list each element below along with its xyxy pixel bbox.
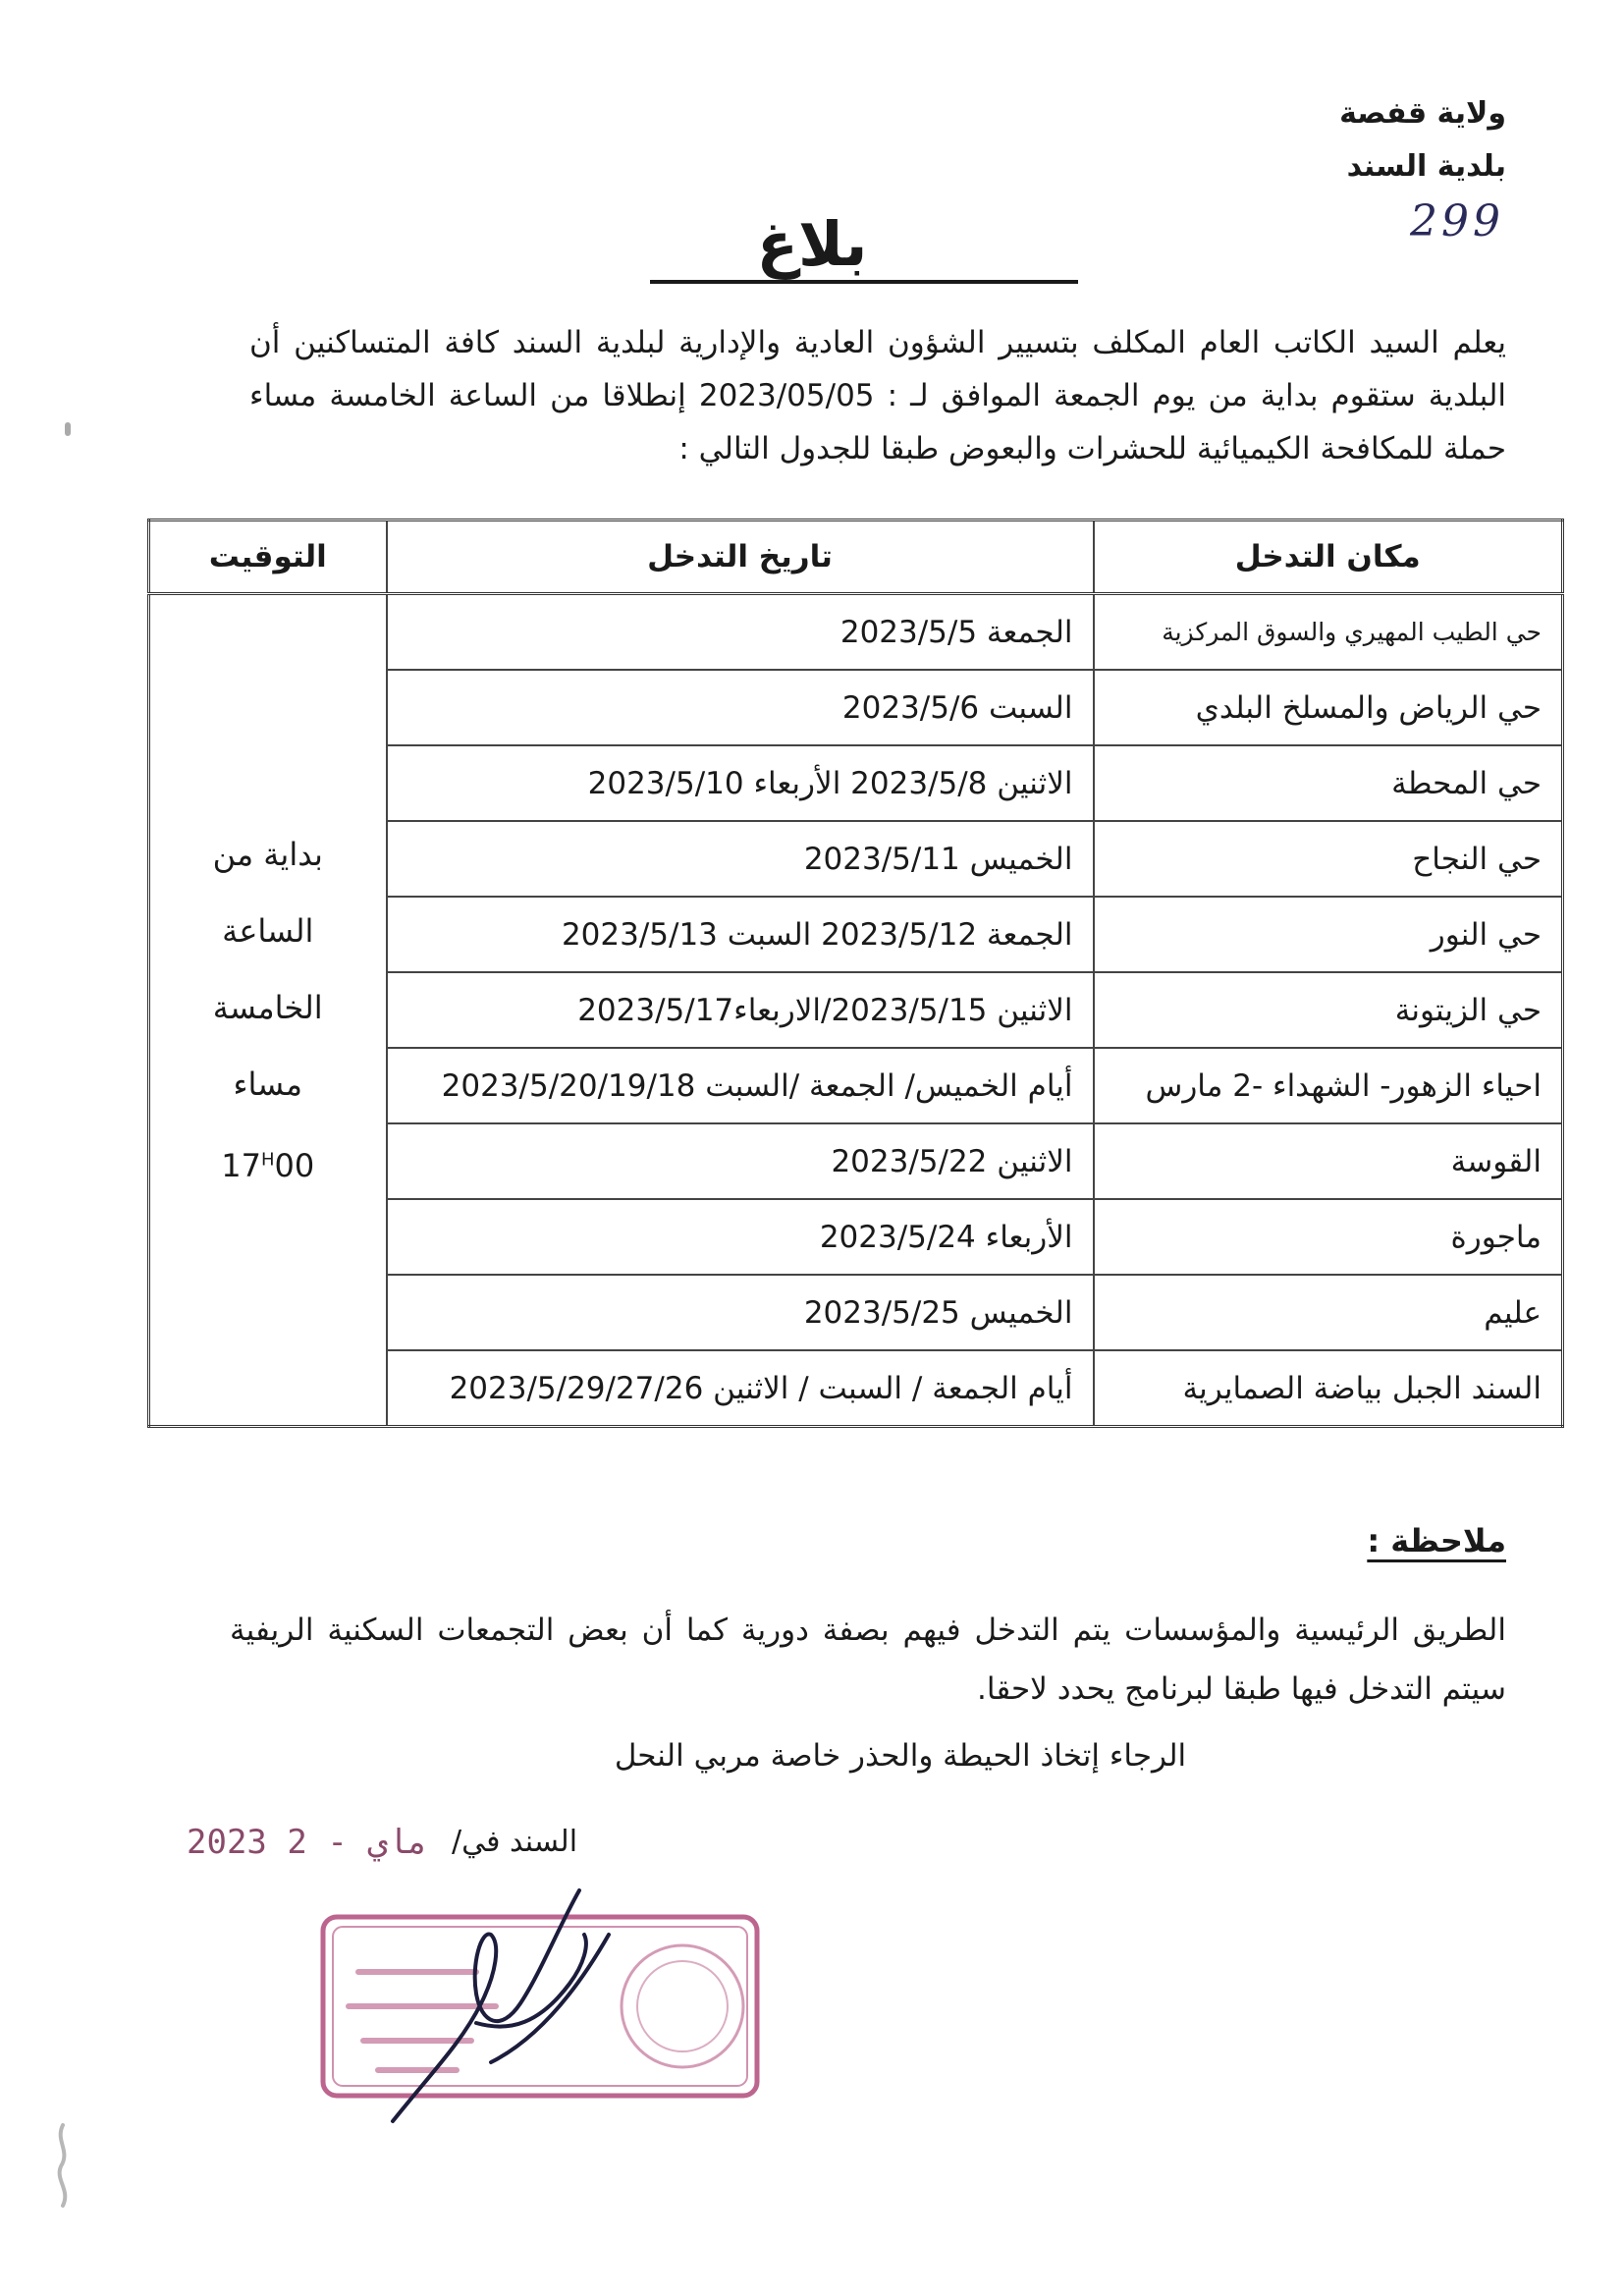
row-location: حي الطيب المهيري والسوق المركزية	[1094, 594, 1563, 671]
row-location: القوسة	[1094, 1123, 1563, 1199]
table-header-row	[149, 520, 1563, 594]
row-date: الجمعة 2023/5/5	[387, 594, 1094, 671]
row-date: أيام الخميس/ الجمعة /السبت 2023/5/20/19/18	[387, 1048, 1094, 1123]
table-row	[149, 594, 1563, 671]
header-date: تاريخ التدخل	[387, 520, 1094, 594]
title-underline	[650, 280, 1078, 284]
row-location: حي المحطة	[1094, 745, 1563, 821]
caution-line: الرجاء إتخاذ الحيطة والحذر خاصة مربي النحل	[614, 1738, 1187, 1774]
municipality-heading: بلدية السند	[1346, 149, 1506, 184]
timing-line: مساء	[233, 1065, 302, 1103]
timing-line: بداية من	[212, 835, 323, 873]
handwritten-signature	[373, 1876, 628, 2131]
row-location: حي النور	[1094, 897, 1563, 972]
row-date: الاثنين 2023/5/8 الأربعاء 2023/5/10	[387, 745, 1094, 821]
header-location: مكان التدخل	[1094, 520, 1563, 594]
note-label: ملاحظة :	[1367, 1522, 1506, 1559]
row-location: ماجورة	[1094, 1199, 1563, 1275]
timing-line: الساعة الخامسة	[212, 911, 323, 1026]
note-text: الطريق الرئيسية والمؤسسات يتم التدخل فيهم بصفة دورية كما أن بعض التجمعات السكنية الريفية سيتم التدخل فيها طبقا لبرنامج يحدد لاحقا.	[230, 1613, 1506, 1707]
wilaya-heading: ولاية قفصة	[1339, 96, 1506, 131]
row-location: حي الرياض والمسلخ البلدي	[1094, 670, 1563, 745]
row-location: حي النجاح	[1094, 821, 1563, 897]
date-stamp: 2023 ماي - 2	[187, 1823, 428, 1862]
row-location: احياء الزهور- الشهداء -2 مارس	[1094, 1048, 1563, 1123]
document-title: بلاغ	[756, 208, 868, 280]
row-date: الاثنين 2023/5/22	[387, 1123, 1094, 1199]
row-date: الجمعة 2023/5/12 السبت 2023/5/13	[387, 897, 1094, 972]
schedule-table	[147, 519, 1564, 1428]
row-date: أيام الجمعة / السبت / الاثنين 2023/5/29/27/26	[387, 1350, 1094, 1427]
row-location: عليم	[1094, 1275, 1563, 1350]
header-timing: التوقيت	[149, 520, 387, 594]
row-date: الخميس 2023/5/25	[387, 1275, 1094, 1350]
timing-cell	[149, 594, 387, 1427]
scan-speck	[65, 422, 71, 436]
row-date: السبت 2023/5/6	[387, 670, 1094, 745]
timing-hour-mark: H	[260, 1149, 275, 1171]
row-date: الخميس 2023/5/11	[387, 821, 1094, 897]
row-location: حي الزيتونة	[1094, 972, 1563, 1048]
timing-minutes: 00	[274, 1147, 315, 1185]
timing-hour-readout	[221, 1147, 314, 1184]
reference-number: 299	[1410, 196, 1504, 246]
place-date-label: السند في/	[452, 1825, 578, 1859]
margin-scan-mark	[51, 2121, 75, 2210]
row-date: الأربعاء 2023/5/24	[387, 1199, 1094, 1275]
intro-paragraph: يعلم السيد الكاتب العام المكلف بتسيير الشؤون العادية والإدارية لبلدية السند كافة المتساكنين أن البلدية ستقوم بداية من يوم الجمعة الموافق لـ : 2023/05/05 إنطلاقا من الساعة الخامسة مساء حملة للمكافحة الكيميائية للحشرات والبعوض طبقا للجدول التالي :	[249, 325, 1507, 466]
row-location: السند الجبل بياضة الصمايرية	[1094, 1350, 1563, 1427]
row-date: الاثنين 2023/5/15/الاربعاء2023/5/17	[387, 972, 1094, 1048]
timing-hour: 17	[221, 1147, 261, 1185]
